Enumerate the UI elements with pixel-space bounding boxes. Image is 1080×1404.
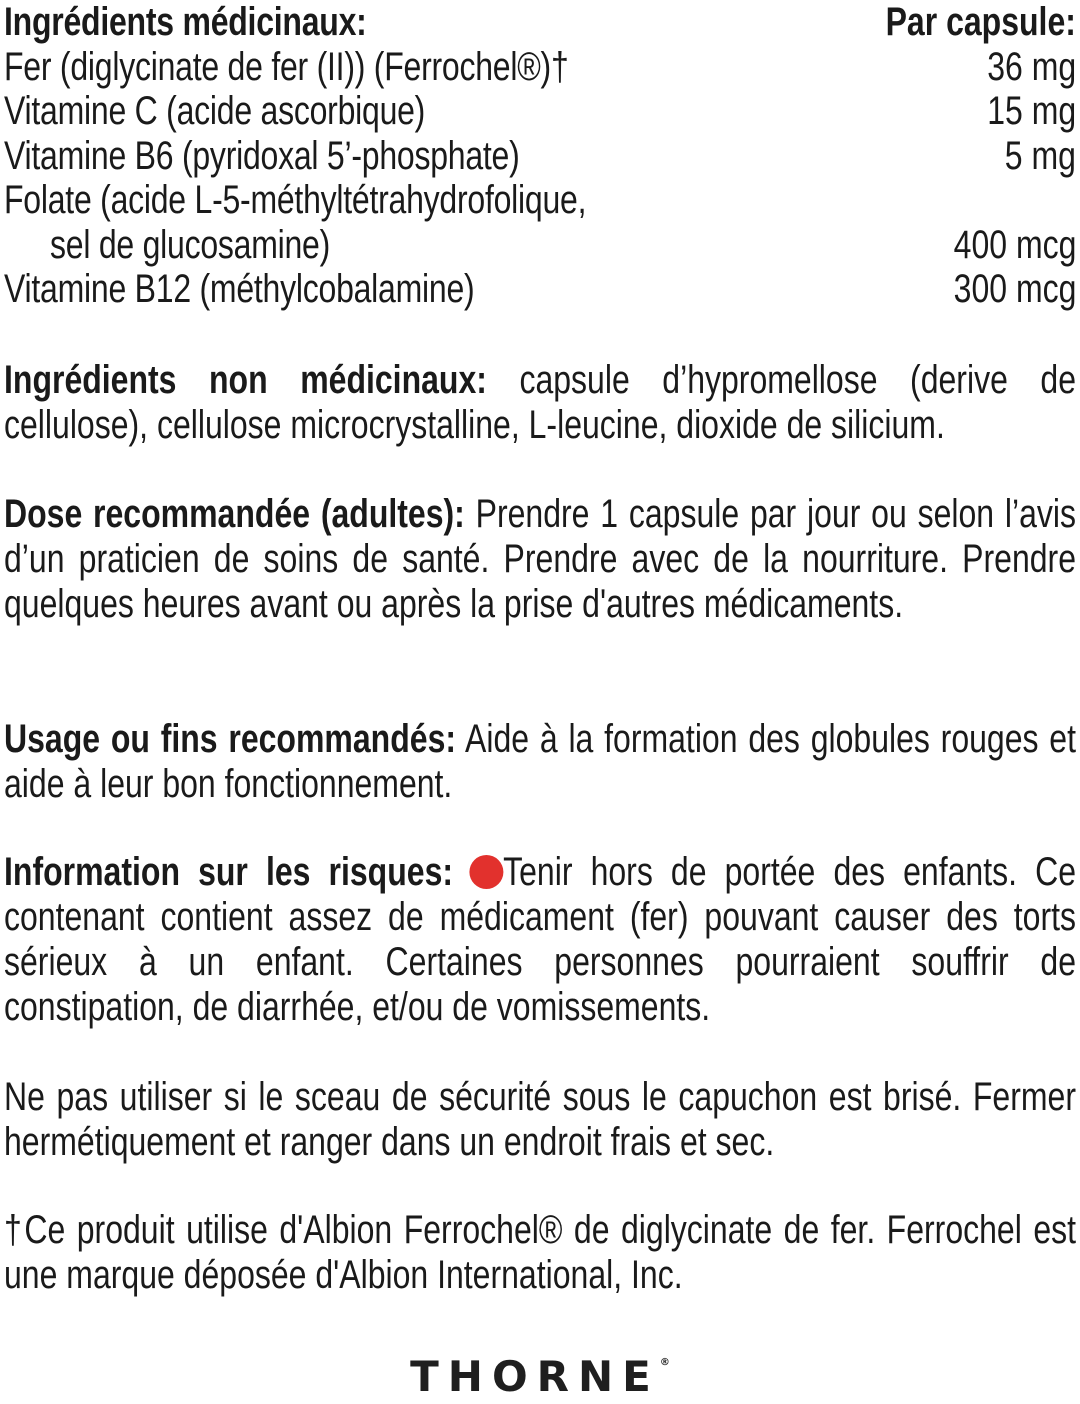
usage-text: Aide à la formation des globules rouges et aide à leur bon fonctionnement. xyxy=(4,717,1076,806)
risk-text: Tenir hors de portée des enfants. Ce contenant contient assez de médicament (fer) pouvant causer des torts sérieux à un enfant. Certaines personnes pourraient souffrir de constipation, de diarrhée, et/ou de vomissements. xyxy=(4,850,1076,1029)
ingredient-amount: 400 mcg xyxy=(953,222,1076,267)
recommended-use xyxy=(4,717,1076,807)
table-row xyxy=(4,89,1076,134)
risk-information xyxy=(4,850,1076,1030)
dose-text: Prendre 1 capsule par jour ou selon l’avis d’un praticien de soins de santé. Prendre avec de la nourriture. Prendre quelques heures avant ou après la prise d'autres médicaments. xyxy=(4,492,1076,626)
medicinal-heading: Ingrédients médicinaux: xyxy=(4,0,367,44)
non-medicinal-text: capsule d’hypromellose (derive de cellulose), cellulose microcrystalline, L-leucine, dioxide de silicium. xyxy=(4,358,1077,447)
ingredient-amount: 5 mg xyxy=(1004,133,1076,178)
ingredient-name: Vitamine B12 (méthylcobalamine) xyxy=(4,267,475,311)
supplement-label xyxy=(4,0,1077,1297)
thorne-logo xyxy=(0,1352,1080,1401)
stop-icon xyxy=(469,855,503,889)
risk-label: Information sur les risques: xyxy=(4,850,454,894)
table-row xyxy=(4,45,1076,90)
table-row xyxy=(4,178,1076,223)
non-medicinal-label: Ingrédients non médicinaux: xyxy=(4,358,487,402)
recommended-dose xyxy=(4,492,1076,627)
ingredient-name: Fer (diglycinate de fer (II)) (Ferrochel®)† xyxy=(4,44,569,89)
dose-label: Dose recommandée (adultes): xyxy=(4,492,465,536)
footnote-text: †Ce produit utilise d'Albion Ferrochel® de diglycinate de fer. Ferrochel est une marque déposée d'Albion International, Inc. xyxy=(4,1208,1076,1297)
brand-name: THORNE xyxy=(410,1352,660,1401)
medicinal-ingredients-table xyxy=(4,0,1076,312)
non-medicinal-ingredients xyxy=(4,358,1076,448)
ingredient-name: Vitamine B6 (pyridoxal 5’-phosphate) xyxy=(4,133,520,178)
table-header-row xyxy=(4,0,1076,45)
footnote xyxy=(4,1208,1076,1298)
ingredient-amount: 300 mcg xyxy=(953,267,1076,311)
table-row xyxy=(4,134,1076,179)
per-capsule-heading: Par capsule: xyxy=(885,0,1076,44)
storage-instructions xyxy=(4,1075,1076,1165)
registered-mark: ® xyxy=(659,1357,670,1368)
table-row xyxy=(4,223,1076,268)
ingredient-name: Vitamine C (acide ascorbique) xyxy=(4,89,426,133)
ingredient-amount: 36 mg xyxy=(987,44,1076,89)
ingredient-name: Folate (acide L-5-méthyltétrahydrofolique, xyxy=(4,178,587,222)
ingredient-amount: 15 mg xyxy=(987,89,1076,133)
ingredient-name-continuation: sel de glucosamine) xyxy=(50,222,331,267)
table-row xyxy=(4,267,1076,312)
storage-text: Ne pas utiliser si le sceau de sécurité sous le capuchon est brisé. Fermer hermétiquement et ranger dans un endroit frais et sec. xyxy=(4,1075,1076,1164)
usage-label: Usage ou fins recommandés: xyxy=(4,717,457,761)
